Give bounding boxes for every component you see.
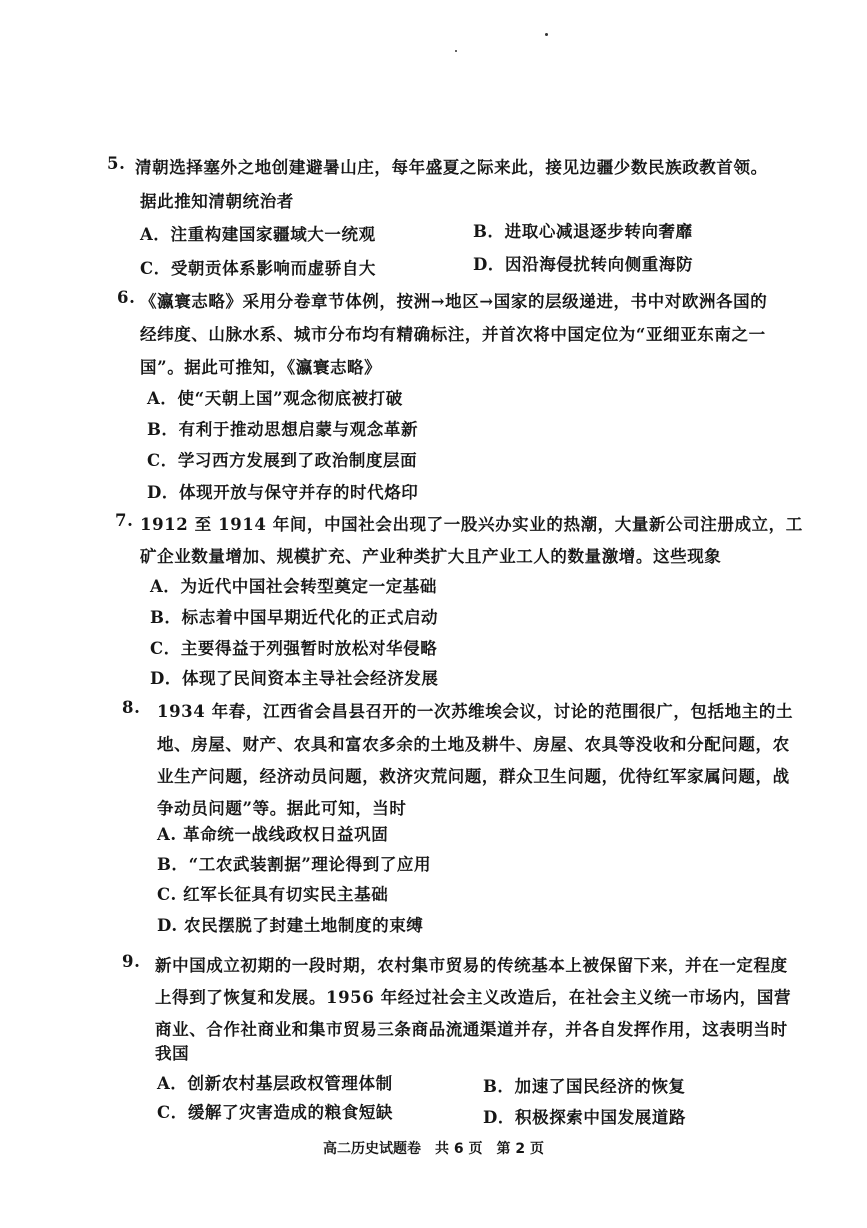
question-5-number: 5. — [107, 154, 126, 173]
question-9-option-c: C．缓解了灾害造成的粮食短缺 — [157, 1103, 394, 1122]
question-8-stem-line-1: 1934 年春，江西省会昌县召开的一次苏维埃会议，讨论的范围很广，包括地主的土 — [157, 702, 794, 721]
question-5-stem-line-1: 清朝选择塞外之地创建避暑山庄，每年盛夏之际来此，接见边疆少数民族政教首领。 — [135, 158, 768, 177]
question-5-stem-line-2: 据此推知清朝统治者 — [140, 192, 294, 211]
question-6-option-d: D．体现开放与保守并存的时代烙印 — [147, 483, 419, 502]
question-6-stem-line-3: 国”。据此可推知，《瀛寰志略》 — [140, 358, 382, 377]
question-9-stem-line-3: 商业、合作社商业和集市贸易三条商品流通渠道并存，并各自发挥作用，这表明当时 — [155, 1020, 788, 1039]
question-9-option-d: D．积极探索中国发展道路 — [483, 1108, 687, 1127]
question-7-option-d: D．体现了民间资本主导社会经济发展 — [150, 669, 439, 688]
question-8-stem-line-2: 地、房屋、财产、农具和富农多余的土地及耕牛、房屋、农具等没收和分配问题，农 — [157, 735, 790, 754]
question-6-option-c: C．学习西方发展到了政治制度层面 — [147, 451, 418, 470]
scan-speck — [545, 33, 548, 36]
question-9-option-a: A．创新农村基层政权管理体制 — [157, 1074, 393, 1093]
question-5-option-b: B．进取心减退逐步转向奢靡 — [473, 222, 693, 241]
question-8-option-a: A. 革命统一战线政权日益巩固 — [157, 825, 389, 844]
question-8-number: 8. — [122, 698, 141, 717]
question-9-stem-line-1: 新中国成立初期的一段时期，农村集市贸易的传统基本上被保留下来，并在一定程度 — [155, 956, 788, 975]
question-7-stem-line-2: 矿企业数量增加、规模扩充、产业种类扩大且产业工人的数量激增。这些现象 — [140, 547, 722, 566]
question-7-option-a: A．为近代中国社会转型奠定一定基础 — [150, 577, 438, 596]
page-footer: 高二历史试题卷 共 6 页 第 2 页 — [323, 1141, 544, 1157]
question-9-number: 9. — [122, 952, 141, 971]
question-7-number: 7. — [115, 511, 134, 530]
question-7-stem-line-1: 1912 至 1914 年间，中国社会出现了一股兴办实业的热潮，大量新公司注册成立，工 — [140, 515, 803, 534]
question-6-stem-line-2: 经纬度、山脉水系、城市分布均有精确标注，并首次将中国定位为“亚细亚东南之一 — [140, 325, 766, 344]
question-8-stem-line-4: 争动员问题”等。据此可知，当时 — [157, 799, 407, 818]
question-7-option-c: C．主要得益于列强暂时放松对华侵略 — [150, 639, 438, 658]
question-8-stem-line-3: 业生产问题，经济动员问题，救济灾荒问题，群众卫生问题，优待红军家属问题，战 — [157, 767, 790, 786]
question-9-option-b: B．加速了国民经济的恢复 — [483, 1077, 686, 1096]
question-9-stem-line-4: 我国 — [155, 1044, 190, 1063]
question-8-option-c: C. 红军长征具有切实民主基础 — [157, 885, 389, 904]
question-7-option-b: B．标志着中国早期近代化的正式启动 — [150, 608, 439, 627]
question-6-number: 6. — [117, 288, 136, 307]
question-6-option-b: B．有利于推动思想启蒙与观念革新 — [147, 420, 419, 439]
question-9-stem-line-2: 上得到了恢复和发展。1956 年经过社会主义改造后，在社会主义统一市场内，国营 — [155, 988, 792, 1007]
question-6-option-a: A．使“天朝上国”观念彻底被打破 — [147, 389, 403, 408]
scan-speck — [455, 50, 457, 52]
question-5-option-c: C．受朝贡体系影响而虚骄自大 — [140, 259, 377, 278]
question-5-option-a: A．注重构建国家疆域大一统观 — [140, 225, 376, 244]
question-6-stem-line-1: 《瀛寰志略》采用分卷章节体例，按洲→地区→国家的层级递进，书中对欧洲各国的 — [140, 292, 768, 311]
question-8-option-d: D. 农民摆脱了封建土地制度的束缚 — [157, 916, 424, 935]
question-5-option-d: D．因沿海侵扰转向侧重海防 — [473, 255, 694, 274]
question-8-option-b: B．“工农武装割据”理论得到了应用 — [157, 855, 432, 874]
